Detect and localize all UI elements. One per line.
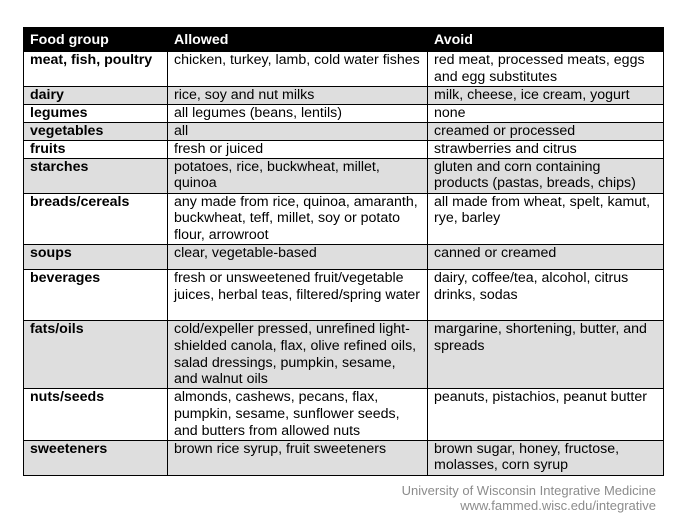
- table-row: [24, 440, 664, 475]
- allowed-cell: any made from rice, quinoa, amaranth, buckwheat, teff, millet, soy or potato flour, arrowroot: [168, 193, 428, 244]
- header-row: [24, 28, 664, 52]
- table-body: [24, 52, 664, 476]
- avoid-cell: margarine, shortening, butter, and spreads: [428, 320, 664, 388]
- avoid-cell: gluten and corn containing products (pastas, breads, chips): [428, 158, 664, 193]
- table-row: [24, 389, 664, 440]
- avoid-cell: all made from wheat, spelt, kamut, rye, barley: [428, 193, 664, 244]
- source-credit: [402, 483, 656, 513]
- allowed-cell: chicken, turkey, lamb, cold water fishes: [168, 52, 428, 87]
- food-group-cell: breads/cereals: [24, 193, 168, 244]
- allowed-cell: all legumes (beans, lentils): [168, 104, 428, 122]
- avoid-cell: canned or creamed: [428, 244, 664, 269]
- allowed-cell: brown rice syrup, fruit sweeteners: [168, 440, 428, 475]
- allowed-cell: potatoes, rice, buckwheat, millet, quinoa: [168, 158, 428, 193]
- avoid-cell: none: [428, 104, 664, 122]
- allowed-cell: almonds, cashews, pecans, flax, pumpkin, sesame, sunflower seeds, and butters from allowed nuts: [168, 389, 428, 440]
- header-food-group: Food group: [24, 28, 168, 52]
- table-row: [24, 193, 664, 244]
- table-row: [24, 158, 664, 193]
- avoid-cell: dairy, coffee/tea, alcohol, citrus drinks, sodas: [428, 269, 664, 320]
- allowed-cell: clear, vegetable-based: [168, 244, 428, 269]
- allowed-cell: fresh or juiced: [168, 140, 428, 158]
- table-row: [24, 122, 664, 140]
- table-row: [24, 320, 664, 388]
- food-group-cell: fats/oils: [24, 320, 168, 388]
- table-row: [24, 269, 664, 320]
- source-url: www.fammed.wisc.edu/integrative: [460, 498, 656, 513]
- allowed-cell: fresh or unsweetened fruit/vegetable juices, herbal teas, filtered/spring water: [168, 269, 428, 320]
- avoid-cell: strawberries and citrus: [428, 140, 664, 158]
- header-avoid: Avoid: [428, 28, 664, 52]
- avoid-cell: peanuts, pistachios, peanut butter: [428, 389, 664, 440]
- table-row: [24, 52, 664, 87]
- food-group-cell: soups: [24, 244, 168, 269]
- table-row: [24, 86, 664, 104]
- allowed-cell: cold/expeller pressed, unrefined light-shielded canola, flax, olive refined oils, salad dressings, pumpkin, sesame, and walnut oils: [168, 320, 428, 388]
- allowed-cell: rice, soy and nut milks: [168, 86, 428, 104]
- allowed-cell: all: [168, 122, 428, 140]
- food-group-table: [23, 27, 664, 476]
- source-institution: University of Wisconsin Integrative Medicine: [401, 483, 656, 498]
- avoid-cell: red meat, processed meats, eggs and egg substitutes: [428, 52, 664, 87]
- avoid-cell: milk, cheese, ice cream, yogurt: [428, 86, 664, 104]
- food-group-cell: vegetables: [24, 122, 168, 140]
- food-group-cell: fruits: [24, 140, 168, 158]
- header-allowed: Allowed: [168, 28, 428, 52]
- food-group-cell: starches: [24, 158, 168, 193]
- food-group-cell: nuts/seeds: [24, 389, 168, 440]
- table-row: [24, 104, 664, 122]
- food-group-cell: sweeteners: [24, 440, 168, 475]
- table-row: [24, 244, 664, 269]
- avoid-cell: brown sugar, honey, fructose, molasses, corn syrup: [428, 440, 664, 475]
- table-row: [24, 140, 664, 158]
- food-group-cell: meat, fish, poultry: [24, 52, 168, 87]
- food-group-cell: legumes: [24, 104, 168, 122]
- food-group-cell: beverages: [24, 269, 168, 320]
- table-header: [24, 28, 664, 52]
- food-group-cell: dairy: [24, 86, 168, 104]
- avoid-cell: creamed or processed: [428, 122, 664, 140]
